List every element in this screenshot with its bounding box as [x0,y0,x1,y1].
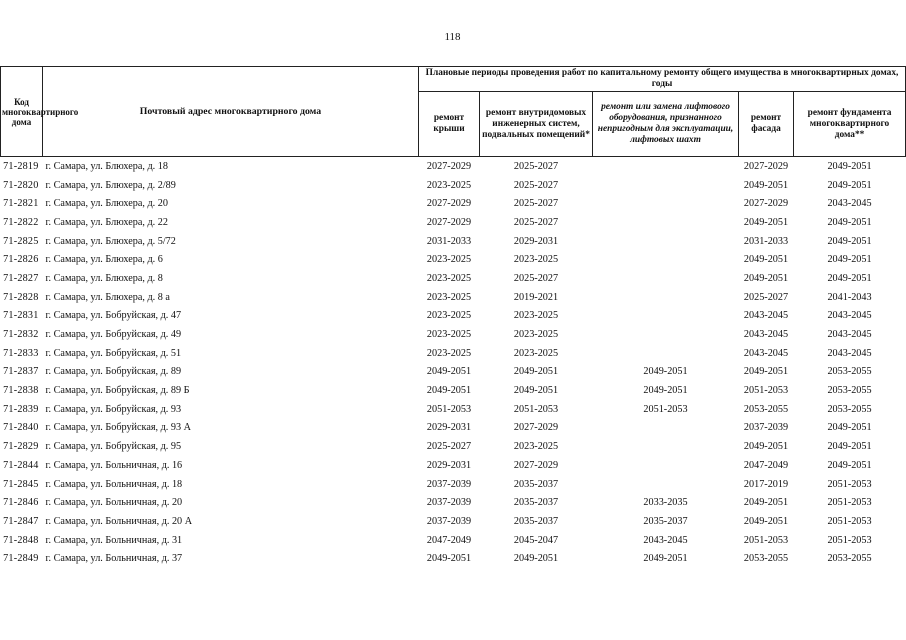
table-row [1,307,906,326]
cell-code: 71-2845 [3,478,39,490]
cell-foundation-period: 2049-2051 [827,160,872,172]
cell-engineering-period: 2035-2037 [513,478,559,490]
cell-elevator-period: 2043-2045 [643,534,688,546]
cell-address: г. Самара, ул. Блюхера, д. 8 [45,272,163,284]
cell-roof-period: 2029-2031 [426,459,472,471]
cell-engineering-period: 2023-2025 [513,310,559,322]
cell-engineering-period: 2049-2051 [513,385,559,397]
table-row [1,493,906,512]
cell-roof-period: 2037-2039 [426,497,472,509]
cell-foundation-period: 2049-2051 [827,459,872,471]
cell-address: г. Самара, ул. Блюхера, д. 18 [45,160,168,172]
cell-engineering-period: 2025-2027 [513,272,559,284]
cell-elevator-period [593,194,739,213]
page-number: 118 [444,31,461,43]
table-row [1,531,906,550]
table-row [1,400,906,419]
capital-repair-schedule-table [0,66,906,568]
cell-address: г. Самара, ул. Больничная, д. 20 [45,497,183,509]
cell-roof-period: 2047-2049 [426,534,472,546]
cell-code: 71-2847 [3,515,39,527]
cell-roof-period: 2023-2025 [426,291,472,303]
cell-engineering-period: 2035-2037 [513,515,559,527]
cell-engineering-period: 2049-2051 [513,366,559,378]
cell-roof-period: 2037-2039 [426,478,472,490]
cell-roof-period: 2049-2051 [426,553,472,565]
cell-address: г. Самара, ул. Блюхера, д. 5/72 [45,235,176,247]
cell-foundation-period: 2051-2053 [827,478,872,490]
cell-facade-period: 2047-2049 [743,459,789,471]
cell-facade-period: 2043-2045 [743,347,789,359]
cell-roof-period: 2023-2025 [426,329,472,341]
cell-elevator-period [593,213,739,232]
cell-foundation-period: 2049-2051 [827,235,872,247]
cell-facade-period: 2027-2029 [743,198,789,210]
cell-engineering-period: 2025-2027 [513,216,559,228]
cell-elevator-period: 2049-2051 [643,366,688,378]
header-code: Код многоквартирного дома [1,67,43,157]
header-elevator-repair: ремонт или замена лифтового оборудования, признанного непригодным для эксплуатации, лифтовых шахт [593,92,739,157]
cell-engineering-period: 2025-2027 [513,179,559,191]
cell-elevator-period [593,344,739,363]
cell-engineering-period: 2027-2029 [513,459,559,471]
table-row [1,232,906,251]
cell-engineering-period: 2019-2021 [513,291,559,303]
cell-address: г. Самара, ул. Блюхера, д. 8 а [45,291,170,303]
cell-facade-period: 2025-2027 [743,291,789,303]
cell-elevator-period: 2033-2035 [643,497,688,509]
cell-foundation-period: 2043-2045 [827,198,872,210]
cell-facade-period: 2049-2051 [743,515,789,527]
cell-engineering-period: 2023-2025 [513,329,559,341]
cell-address: г. Самара, ул. Больничная, д. 20 А [45,515,193,527]
cell-facade-period: 2049-2051 [743,441,789,453]
cell-address: г. Самара, ул. Бобруйская, д. 49 [45,329,182,341]
cell-foundation-period: 2051-2053 [827,534,872,546]
cell-facade-period: 2043-2045 [743,310,789,322]
cell-roof-period: 2029-2031 [426,422,472,434]
cell-facade-period: 2051-2053 [743,385,789,397]
table-row [1,213,906,232]
cell-foundation-period: 2053-2055 [827,366,872,378]
cell-roof-period: 2049-2051 [426,366,472,378]
cell-facade-period: 2017-2019 [743,478,789,490]
cell-foundation-period: 2053-2055 [827,403,872,415]
cell-roof-period: 2023-2025 [426,347,472,359]
cell-facade-period: 2051-2053 [743,534,789,546]
cell-roof-period: 2037-2039 [426,515,472,527]
table-row [1,344,906,363]
cell-code: 71-2825 [3,235,39,247]
cell-elevator-period [593,232,739,251]
cell-address: г. Самара, ул. Бобруйская, д. 95 [45,441,182,453]
cell-code: 71-2849 [3,553,39,565]
cell-elevator-period [593,157,739,176]
cell-elevator-period [593,176,739,195]
cell-elevator-period: 2049-2051 [643,385,688,397]
table-row [1,176,906,195]
cell-facade-period: 2043-2045 [743,329,789,341]
cell-address: г. Самара, ул. Бобруйская, д. 89 [45,366,182,378]
cell-elevator-period [593,456,739,475]
cell-engineering-period: 2029-2031 [513,235,559,247]
cell-elevator-period [593,437,739,456]
table-row [1,549,906,568]
cell-roof-period: 2027-2029 [426,198,472,210]
cell-facade-period: 2049-2051 [743,254,789,266]
cell-facade-period: 2049-2051 [743,366,789,378]
cell-code: 71-2829 [3,441,39,453]
table-row [1,456,906,475]
table-row [1,512,906,531]
table-row [1,419,906,438]
cell-engineering-period: 2025-2027 [513,198,559,210]
cell-address: г. Самара, ул. Блюхера, д. 6 [45,254,163,266]
cell-code: 71-2839 [3,403,39,415]
cell-code: 71-2848 [3,534,39,546]
cell-engineering-period: 2049-2051 [513,553,559,565]
header-facade-repair: ремонт фасада [739,92,794,157]
cell-facade-period: 2049-2051 [743,179,789,191]
table-row [1,288,906,307]
cell-code: 71-2833 [3,347,39,359]
cell-elevator-period [593,250,739,269]
cell-elevator-period [593,269,739,288]
cell-foundation-period: 2049-2051 [827,441,872,453]
cell-code: 71-2826 [3,254,39,266]
cell-elevator-period [593,419,739,438]
cell-roof-period: 2027-2029 [426,216,472,228]
cell-address: г. Самара, ул. Бобруйская, д. 93 А [45,422,191,434]
cell-engineering-period: 2023-2025 [513,254,559,266]
cell-code: 71-2819 [3,160,39,172]
cell-elevator-period [593,475,739,494]
cell-elevator-period [593,288,739,307]
cell-facade-period: 2037-2039 [743,422,789,434]
header-repair-periods: Плановые периоды проведения работ по капитальному ремонту общего имущества в многоквартирных домах, годы [419,67,906,92]
cell-elevator-period [593,307,739,326]
table-row [1,437,906,456]
cell-foundation-period: 2043-2045 [827,329,872,341]
table-body [1,157,906,569]
cell-foundation-period: 2043-2045 [827,310,872,322]
cell-address: г. Самара, ул. Больничная, д. 16 [45,459,183,471]
cell-roof-period: 2023-2025 [426,272,472,284]
cell-facade-period: 2049-2051 [743,497,789,509]
cell-roof-period: 2023-2025 [426,179,472,191]
cell-roof-period: 2031-2033 [426,235,472,247]
cell-code: 71-2844 [3,459,39,471]
cell-code: 71-2828 [3,291,39,303]
table-row [1,250,906,269]
cell-foundation-period: 2051-2053 [827,515,872,527]
cell-elevator-period: 2049-2051 [643,553,688,565]
table-row [1,381,906,400]
cell-facade-period: 2027-2029 [743,160,789,172]
cell-roof-period: 2051-2053 [426,403,472,415]
cell-elevator-period: 2051-2053 [643,403,688,415]
cell-foundation-period: 2053-2055 [827,385,872,397]
cell-address: г. Самара, ул. Больничная, д. 37 [45,553,183,565]
table-row [1,363,906,382]
cell-code: 71-2831 [3,310,39,322]
cell-address: г. Самара, ул. Бобруйская, д. 47 [45,310,182,322]
cell-address: г. Самара, ул. Больничная, д. 31 [45,534,183,546]
cell-engineering-period: 2051-2053 [513,403,559,415]
cell-code: 71-2832 [3,329,39,341]
cell-foundation-period: 2049-2051 [827,422,872,434]
cell-facade-period: 2053-2055 [743,553,789,565]
cell-roof-period: 2023-2025 [426,254,472,266]
cell-roof-period: 2023-2025 [426,310,472,322]
header-roof-repair: ремонт крыши [419,92,480,157]
cell-address: г. Самара, ул. Блюхера, д. 22 [45,216,168,228]
cell-facade-period: 2031-2033 [743,235,789,247]
cell-elevator-period [593,325,739,344]
cell-engineering-period: 2027-2029 [513,422,559,434]
header-engineering-repair: ремонт внутридомовых инженерных систем, подвальных помещений* [480,92,593,157]
cell-code: 71-2822 [3,216,39,228]
cell-foundation-period: 2049-2051 [827,272,872,284]
cell-engineering-period: 2045-2047 [513,534,559,546]
cell-address: г. Самара, ул. Бобруйская, д. 51 [45,347,182,359]
cell-code: 71-2838 [3,385,39,397]
cell-facade-period: 2049-2051 [743,272,789,284]
header-address: Почтовый адрес многоквартирного дома [43,67,419,157]
cell-code: 71-2820 [3,179,39,191]
cell-address: г. Самара, ул. Блюхера, д. 20 [45,198,168,210]
table-row [1,269,906,288]
cell-foundation-period: 2049-2051 [827,254,872,266]
cell-elevator-period: 2035-2037 [643,515,688,527]
cell-foundation-period: 2049-2051 [827,179,872,191]
table-row [1,325,906,344]
cell-address: г. Самара, ул. Больничная, д. 18 [45,478,183,490]
cell-address: г. Самара, ул. Бобруйская, д. 89 Б [45,385,190,397]
table-row [1,475,906,494]
cell-code: 71-2837 [3,366,39,378]
cell-engineering-period: 2023-2025 [513,347,559,359]
cell-roof-period: 2049-2051 [426,385,472,397]
cell-facade-period: 2053-2055 [743,403,789,415]
cell-code: 71-2821 [3,198,39,210]
table-row [1,194,906,213]
header-foundation-repair: ремонт фундамента многоквартирного дома** [794,92,906,157]
cell-foundation-period: 2041-2043 [827,291,872,303]
cell-roof-period: 2027-2029 [426,160,472,172]
table-row [1,157,906,176]
cell-foundation-period: 2051-2053 [827,497,872,509]
cell-engineering-period: 2023-2025 [513,441,559,453]
cell-code: 71-2827 [3,272,39,284]
cell-address: г. Самара, ул. Блюхера, д. 2/89 [45,179,176,191]
cell-code: 71-2840 [3,422,39,434]
cell-foundation-period: 2043-2045 [827,347,872,359]
cell-roof-period: 2025-2027 [426,441,472,453]
cell-foundation-period: 2053-2055 [827,553,872,565]
cell-foundation-period: 2049-2051 [827,216,872,228]
cell-address: г. Самара, ул. Бобруйская, д. 93 [45,403,182,415]
cell-facade-period: 2049-2051 [743,216,789,228]
cell-engineering-period: 2025-2027 [513,160,559,172]
cell-code: 71-2846 [3,497,39,509]
table-header [1,67,906,157]
cell-engineering-period: 2035-2037 [513,497,559,509]
